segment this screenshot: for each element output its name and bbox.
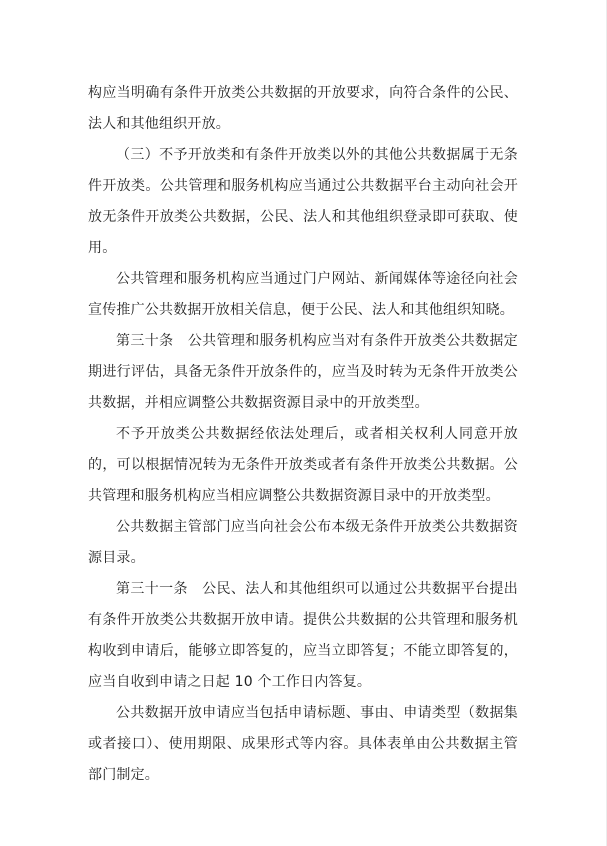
paragraph-continuation: 构应当明确有条件开放类公共数据的开放要求，向符合条件的公民、法人和其他组织开放。: [88, 85, 518, 132]
paragraph-catalog: 公共数据主管部门应当向社会公布本级无条件开放类公共数据资源目录。: [88, 519, 518, 566]
paragraph-conversion: 不予开放类公共数据经依法处理后，或者相关权利人同意开放的，可以根据情况转为无条件开放类或者有条件开放类公共数据。公共管理和服务机构应当相应调整公共数据资源目录中的开放类型。: [88, 426, 518, 504]
article-30: 第三十条 公共管理和服务机构应当对有条件开放类公共数据定期进行评估，具备无条件开放条件的，应当及时转为无条件开放类公共数据，并相应调整公共数据资源目录中的开放类型。: [88, 333, 518, 411]
paragraph-application-form: 公共数据开放申请应当包括申请标题、事由、申请类型（数据集或者接口）、使用期限、成果形式等内容。具体表单由公共数据主管部门制定。: [88, 705, 518, 783]
paragraph-publicity: 公共管理和服务机构应当通过门户网站、新闻媒体等途径向社会宣传推广公共数据开放相关信息，便于公民、法人和其他组织知晓。: [88, 271, 518, 318]
paragraph-item-three: （三）不予开放类和有条件开放类以外的其他公共数据属于无条件开放类。公共管理和服务机构应当通过公共数据平台主动向社会开放无条件开放类公共数据，公民、法人和其他组织登录即可获取、使用。: [88, 147, 518, 256]
document-body: [88, 78, 518, 791]
article-31: 第三十一条 公民、法人和其他组织可以通过公共数据平台提出有条件开放类公共数据开放申请。提供公共数据的公共管理和服务机构收到申请后，能够立即答复的，应当立即答复；不能立即答复的，应当自收到申请之日起 10 个工作日内答复。: [88, 581, 518, 690]
